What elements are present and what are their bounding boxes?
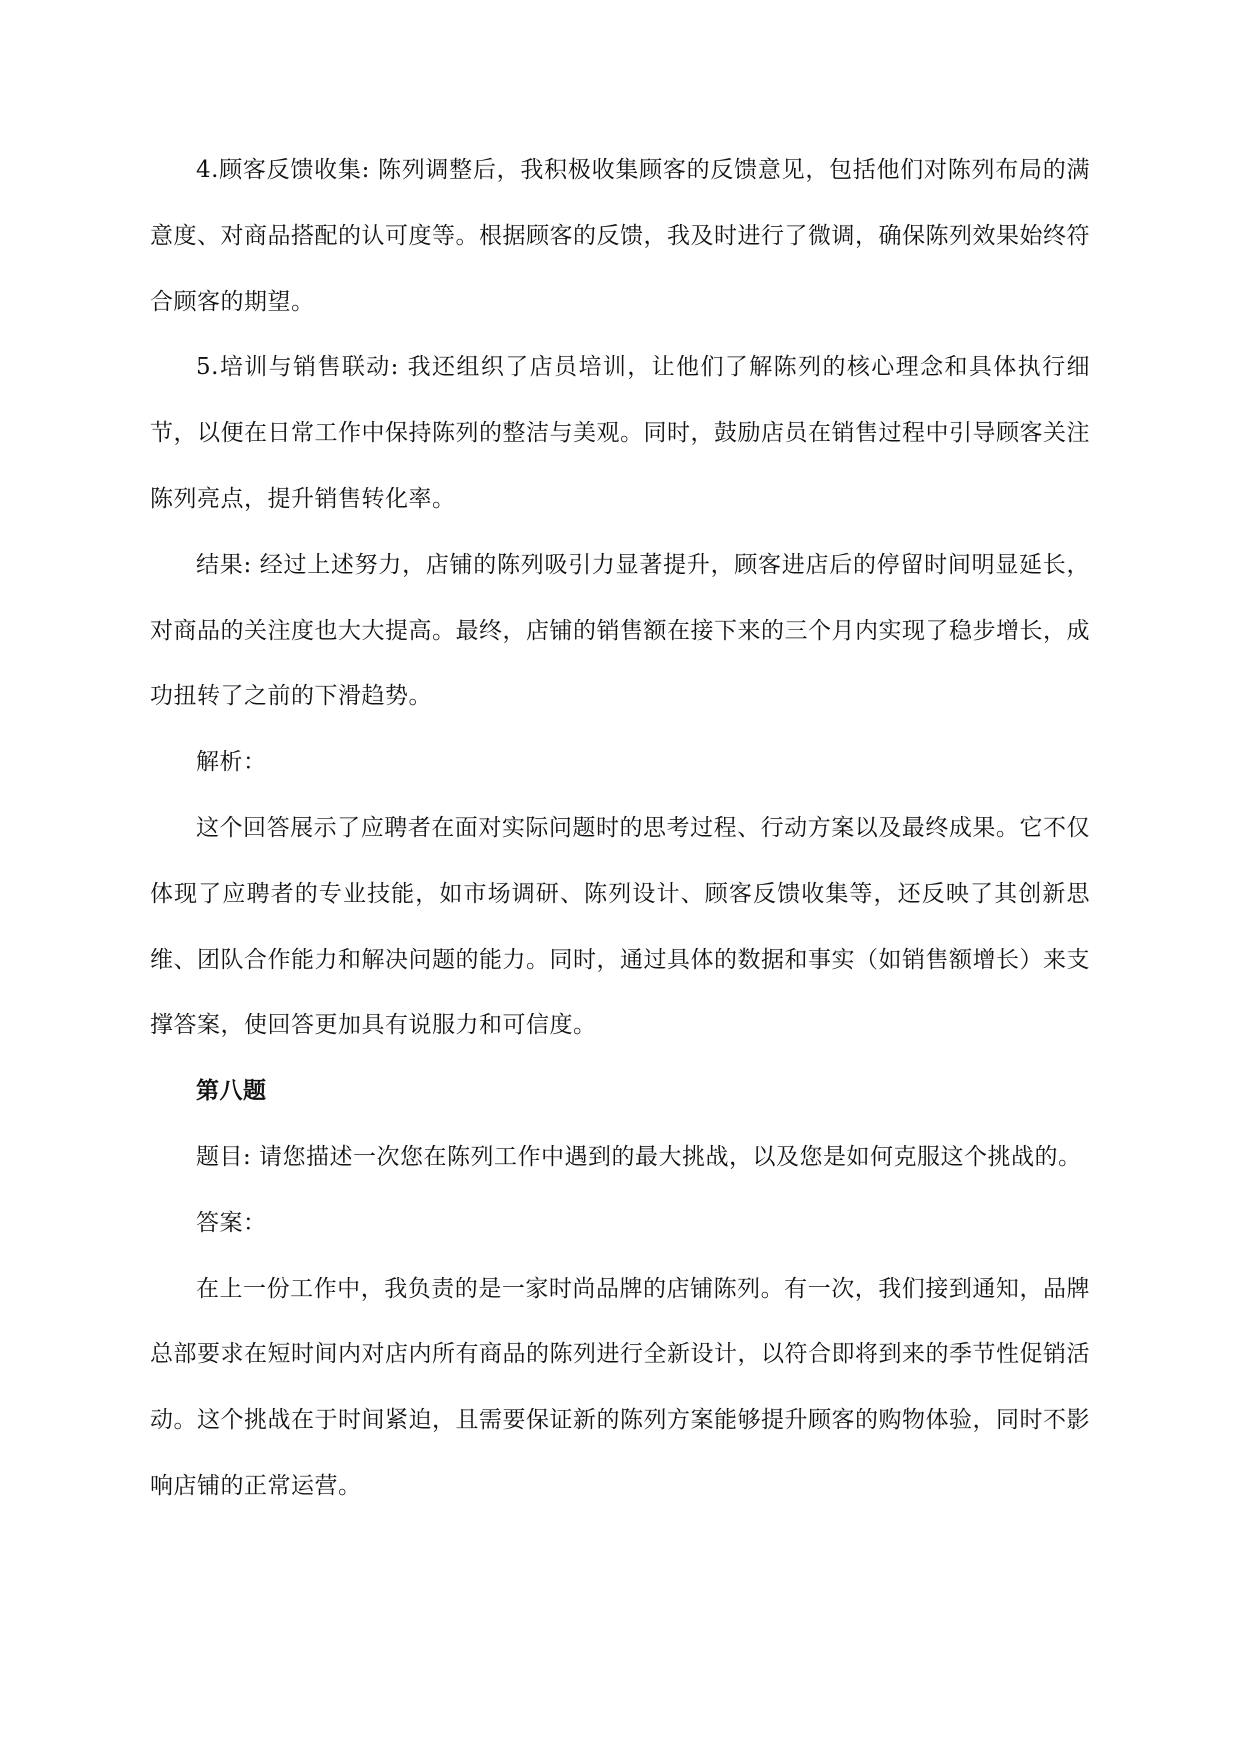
answer-body: 在上一份工作中，我负责的是一家时尚品牌的店铺陈列。有一次，我们接到通知，品牌总部要求在短时间内对店内所有商品的陈列进行全新设计，以符合即将到来的季节性促销活动。这个挑战在于时间紧迫，且需要保证新的陈列方案能够提升顾客的购物体验，同时不影响店铺的正常运营。 [150,1275,1090,1499]
analysis-label: 解析： [196,749,267,776]
paragraph-analysis: 这个回答展示了应聘者在面对实际问题时的思考过程、行动方案以及最终成果。它不仅体现了应聘者的专业技能，如市场调研、陈列设计、顾客反馈收集等，还反映了其创新思维、团队合作能力和解决问题的能力。同时，通过具体的数据和事实（如销售额增长）来支撑答案，使回答更加具有说服力和可信度。 [150,814,1090,1039]
paragraph-result: 结果: 经过上述努力，店铺的陈列吸引力显著提升，顾客进店后的停留时间明显延长，对商品的关注度也大大提高。最终，店铺的销售额在接下来的三个月内实现了稳步增长，成功扭转了之前的下滑趋势。 [150,551,1090,710]
answer-label: 答案： [196,1209,267,1236]
document-page [150,138,1090,1520]
paragraph-training-sales: 5.培训与销售联动: 我还组织了店员培训，让他们了解陈列的核心理念和具体执行细节，以便在日常工作中保持陈列的整洁与美观。同时，鼓励店员在销售过程中引导顾客关注陈列亮点，提升销售转化率。 [150,354,1090,512]
paragraph-customer-feedback: 4.顾客反馈收集: 陈列调整后，我积极收集顾客的反馈意见，包括他们对陈列布局的满意度、对商品搭配的认可度等。根据顾客的反馈，我及时进行了微调，确保陈列效果始终符合顾客的期望。 [150,157,1090,315]
section-heading: 第八题 [196,1078,267,1105]
question-paragraph: 题目: 请您描述一次您在陈列工作中遇到的最大挑战，以及您是如何克服这个挑战的。 [196,1143,1082,1170]
